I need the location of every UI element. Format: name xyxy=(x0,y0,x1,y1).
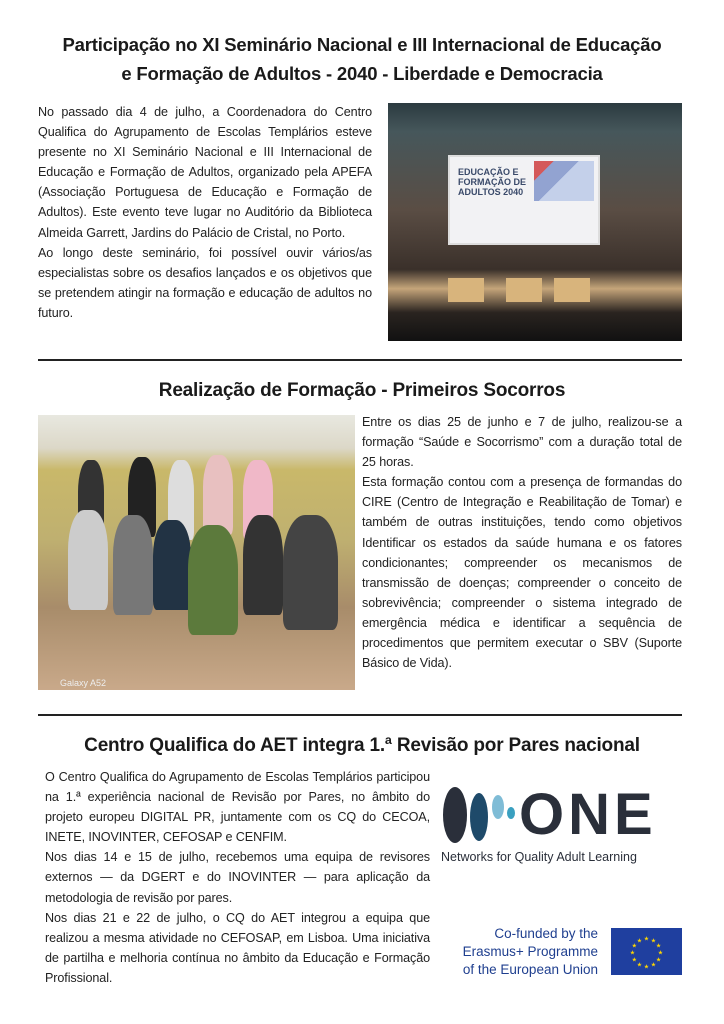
eu-star-icon: ★ xyxy=(643,964,650,971)
erasmus-text xyxy=(440,925,598,979)
screen-text: EDUCAÇÃO E FORMAÇÃO DE ADULTOS 2040 xyxy=(458,167,526,197)
eu-star-icon: ★ xyxy=(631,943,638,950)
section3-text xyxy=(45,767,430,988)
divider xyxy=(38,359,682,361)
section2-text xyxy=(362,412,682,673)
eu-star-icon: ★ xyxy=(655,943,662,950)
one-tagline: Networks for Quality Adult Learning xyxy=(441,850,637,864)
eu-star-icon: ★ xyxy=(631,957,638,964)
first-aid-group-photo xyxy=(38,415,355,690)
divider xyxy=(38,714,682,716)
eu-flag-icon xyxy=(611,928,682,975)
erasmus-line: Co-funded by the xyxy=(494,926,598,941)
projection-screen xyxy=(448,155,600,245)
paragraph: Nos dias 14 e 15 de julho, recebemos uma equipa de revisores externos — da DGERT e do INOVINTER — para aplicação da metodologia de revisão por pares. xyxy=(45,850,430,905)
paragraph: O Centro Qualifica do Agrupamento de Escolas Templários participou na 1.ª experiência nacional de Revisão por Pares, no âmbito do projeto europeu DIGITAL PR, juntamente com os CQ do CECOA, INETE, INOVINTER, CEFOSAP e CENFIM. xyxy=(45,770,430,845)
eu-star-icon: ★ xyxy=(657,950,664,957)
section3-heading: Centro Qualifica do AET integra 1.ª Revisão por Pares nacional xyxy=(84,735,640,756)
section2-heading: Realização de Formação - Primeiros Socorros xyxy=(158,380,566,401)
title-line-1: Participação no XI Seminário Nacional e III Internacional de Educação xyxy=(62,34,662,55)
eu-star-icon: ★ xyxy=(636,938,643,945)
eu-star-icon: ★ xyxy=(643,936,650,943)
paragraph: Esta formação contou com a presença de formandas do CIRE (Centro de Integração e Reabilitação de Tomar) e também de outras instituições, tendo como objetivos Identificar os estados da saúde humana e os fatores condicionantes; compreender os mecanismos de transmissão de doenças; compreender o conceito de sobrevivência; compreender o sistema integrado de emergência médica e identificar a sequência de procedimentos que permitem executar o SBV (Suporte Básico de Vida). xyxy=(362,475,682,671)
paragraph: Ao longo deste seminário, foi possível ouvir vários/as especialistas sobre os desafios lançados e os objetivos que se pretendem atingir na formação e educação de adultos no futuro. xyxy=(38,245,372,320)
one-wordmark: ONE xyxy=(519,782,657,847)
eu-star-icon: ★ xyxy=(629,950,636,957)
paragraph: No passado dia 4 de julho, a Coordenadora do Centro Qualifica do Agrupamento de Escolas Templários esteve presente no XI Seminário Nacional e III Internacional de Educação e Formação de Adultos, organizado pela APEFA (Associação Portuguesa de Educação e Formação de Adultos). Este evento teve lugar no Auditório da Biblioteca Almeida Garrett, Jardins do Palácio de Cristal, no Porto. xyxy=(38,105,372,240)
section1-text xyxy=(38,102,372,323)
erasmus-line: of the European Union xyxy=(462,962,598,977)
seminar-stage-photo xyxy=(388,103,682,341)
eu-star-icon: ★ xyxy=(636,962,643,969)
paragraph: Nos dias 21 e 22 de julho, o CQ do AET integrou a equipa que realizou a mesma atividade no CEFOSAP, em Lisboa. Uma iniciativa de partilha e melhoria contínua no âmbito da Educação e Formação Profissional. xyxy=(45,910,430,985)
eu-star-icon: ★ xyxy=(650,938,657,945)
eu-star-icon: ★ xyxy=(655,957,662,964)
eu-star-icon: ★ xyxy=(650,962,657,969)
paragraph: Entre os dias 25 de junho e 7 de julho, realizou-se a formação “Saúde e Socorrismo” com a duração total de 25 horas. xyxy=(362,415,682,470)
title-line-2: e Formação de Adultos - 2040 - Liberdade e Democracia xyxy=(121,63,603,84)
photo-watermark: Galaxy A52 xyxy=(60,678,107,688)
erasmus-line: Erasmus+ Programme xyxy=(462,944,598,959)
page-title xyxy=(20,30,704,88)
